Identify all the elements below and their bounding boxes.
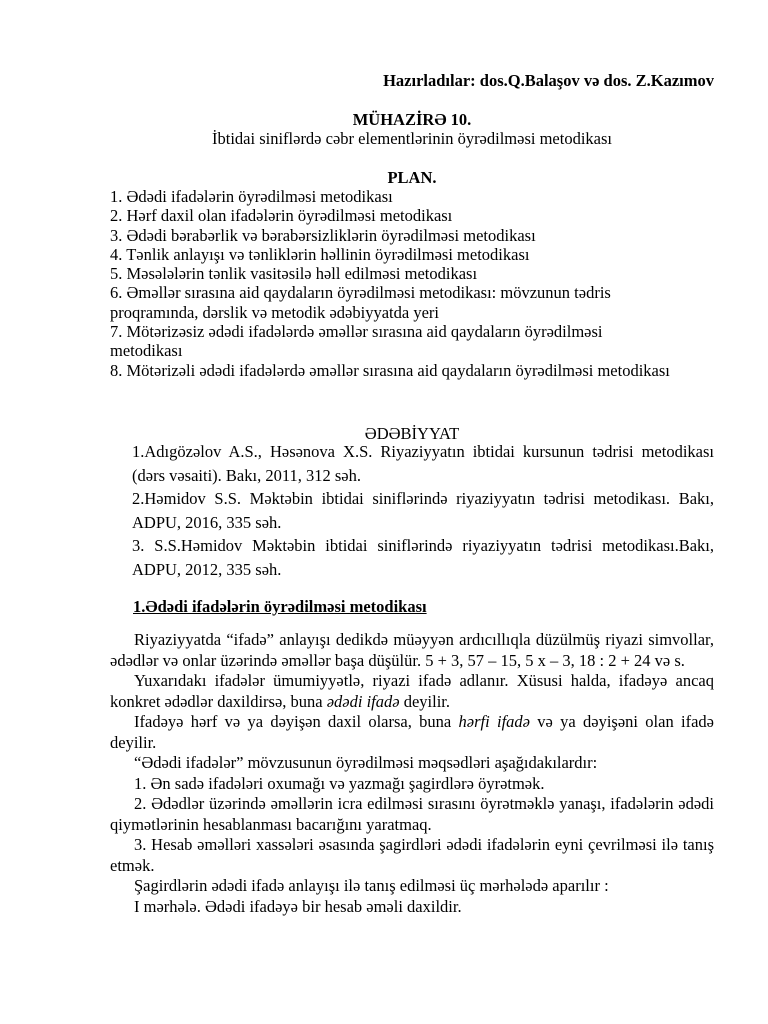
paragraph: Şagirdlərin ədədi ifadə anlayışı ilə tanış edilməsi üç mərhələdə aparılır : <box>134 876 609 895</box>
paragraph: “Ədədi ifadələr” mövzusunun öyrədilməsi məqsədləri aşağıdakılardır: <box>134 753 598 772</box>
paragraph: Riyaziyyatda “ifadə” anlayışı dedikdə müəyyən ardıcıllıqla düzülmüş riyazi simvollar, ədədlər və onlar üzərində əməllər başa düşülür. 5 + 3, 57 – 15, 5 x – 3, 18 : 2 + 24 və s. <box>110 630 714 670</box>
plan-item: 3. Ədədi bərabərlik və bərabərsizliklərin öyrədilməsi metodikası <box>110 225 536 245</box>
plan-item: 6. Əməllər sırasına aid qaydaların öyrədilməsi metodikası: mövzunun tədris proqramında, dərslik və metodik ədəbiyyatda yeri <box>110 283 611 322</box>
plan-item: 1. Ədədi ifadələrin öyrədilməsi metodikası <box>110 187 393 206</box>
literature-item: 3. S.S.Həmidov Məktəbin ibtidai siniflərində riyaziyyatın tədrisi metodikası.Bakı, ADPU, 2012, 335 səh. <box>132 536 714 579</box>
plan-item: 2. Hərf daxil olan ifadələrin öyrədilməsi metodikası <box>110 206 453 226</box>
literature-item: 1.Adıgözəlov A.S., Həsənova X.S. Riyaziyyatın ibtidai kursunun tədrisi metodikası (dərs vəsaiti). Bakı, 2011, 312 səh. <box>132 442 714 485</box>
literature-list <box>132 440 714 581</box>
literature-heading: ƏDƏBİYYAT <box>364 424 460 443</box>
section-body <box>110 630 714 917</box>
plan-heading: PLAN. <box>387 168 437 187</box>
lecture-topic: İbtidai siniflərdə cəbr elementlərinin öyrədilməsi metodikası <box>212 129 612 148</box>
section-heading: 1.Ədədi ifadələrin öyrədilməsi metodikası <box>133 597 427 616</box>
paragraph: I mərhələ. Ədədi ifadəyə bir hesab əməli daxildir. <box>134 896 462 916</box>
goal-item: 3. Hesab əməlləri xassələri əsasında şagirdləri ədədi ifadələrin eyni çevrilməsi ilə tanış etmək. <box>110 835 714 875</box>
goal-item: 1. Ən sadə ifadələri oxumağı və yazmağı şagirdlərə öyrətmək. <box>134 773 545 793</box>
term-letter-expression: hərfi ifadə <box>458 712 530 731</box>
plan-list <box>110 187 670 380</box>
plan-item: 5. Məsələlərin tənlik vasitəsilə həll edilməsi metodikası <box>110 264 478 284</box>
plan-item: 8. Mötərizəli ədədi ifadələrdə əməllər sırasına aid qaydaların öyrədilməsi metodikası <box>110 360 670 380</box>
plan-item: 4. Tənlik anlayışı və tənliklərin həllinin öyrədilməsi metodikası <box>110 244 530 264</box>
literature-item: 2.Həmidov S.S. Məktəbin ibtidai siniflərində riyaziyyatın tədrisi metodikası. Bakı, ADPU, 2016, 335 səh. <box>132 489 714 532</box>
lecture-number: MÜHAZİRƏ 10. <box>352 110 472 129</box>
plan-item: 7. Mötərizəsiz ədədi ifadələrdə əməllər sırasına aid qaydaların öyrədilməsi metodikası <box>110 322 603 361</box>
authors-line: Hazırladılar: dos.Q.Balaşov və dos. Z.Kazımov <box>383 71 714 90</box>
paragraph: Ifadəyə hərf və ya dəyişən daxil olarsa, buna hərfi ifadə və ya dəyişəni olan ifadə deyilir. <box>110 712 714 752</box>
paragraph: Yuxarıdakı ifadələr ümumiyyətlə, riyazi ifadə adlanır. Xüsusi halda, ifadəyə ancaq konkret ədədlər daxildirsə, buna ədədi ifadə deyilir. <box>110 671 714 711</box>
document-page <box>110 0 714 1024</box>
goal-item: 2. Ədədlər üzərində əməllərin icra edilməsi sırasını öyrətməklə yanaşı, ifadələrin ədədi qiymətlərinin hesablanması bacarığını yaratmaq. <box>110 794 714 834</box>
term-numeric-expression: ədədi ifadə <box>326 691 400 711</box>
